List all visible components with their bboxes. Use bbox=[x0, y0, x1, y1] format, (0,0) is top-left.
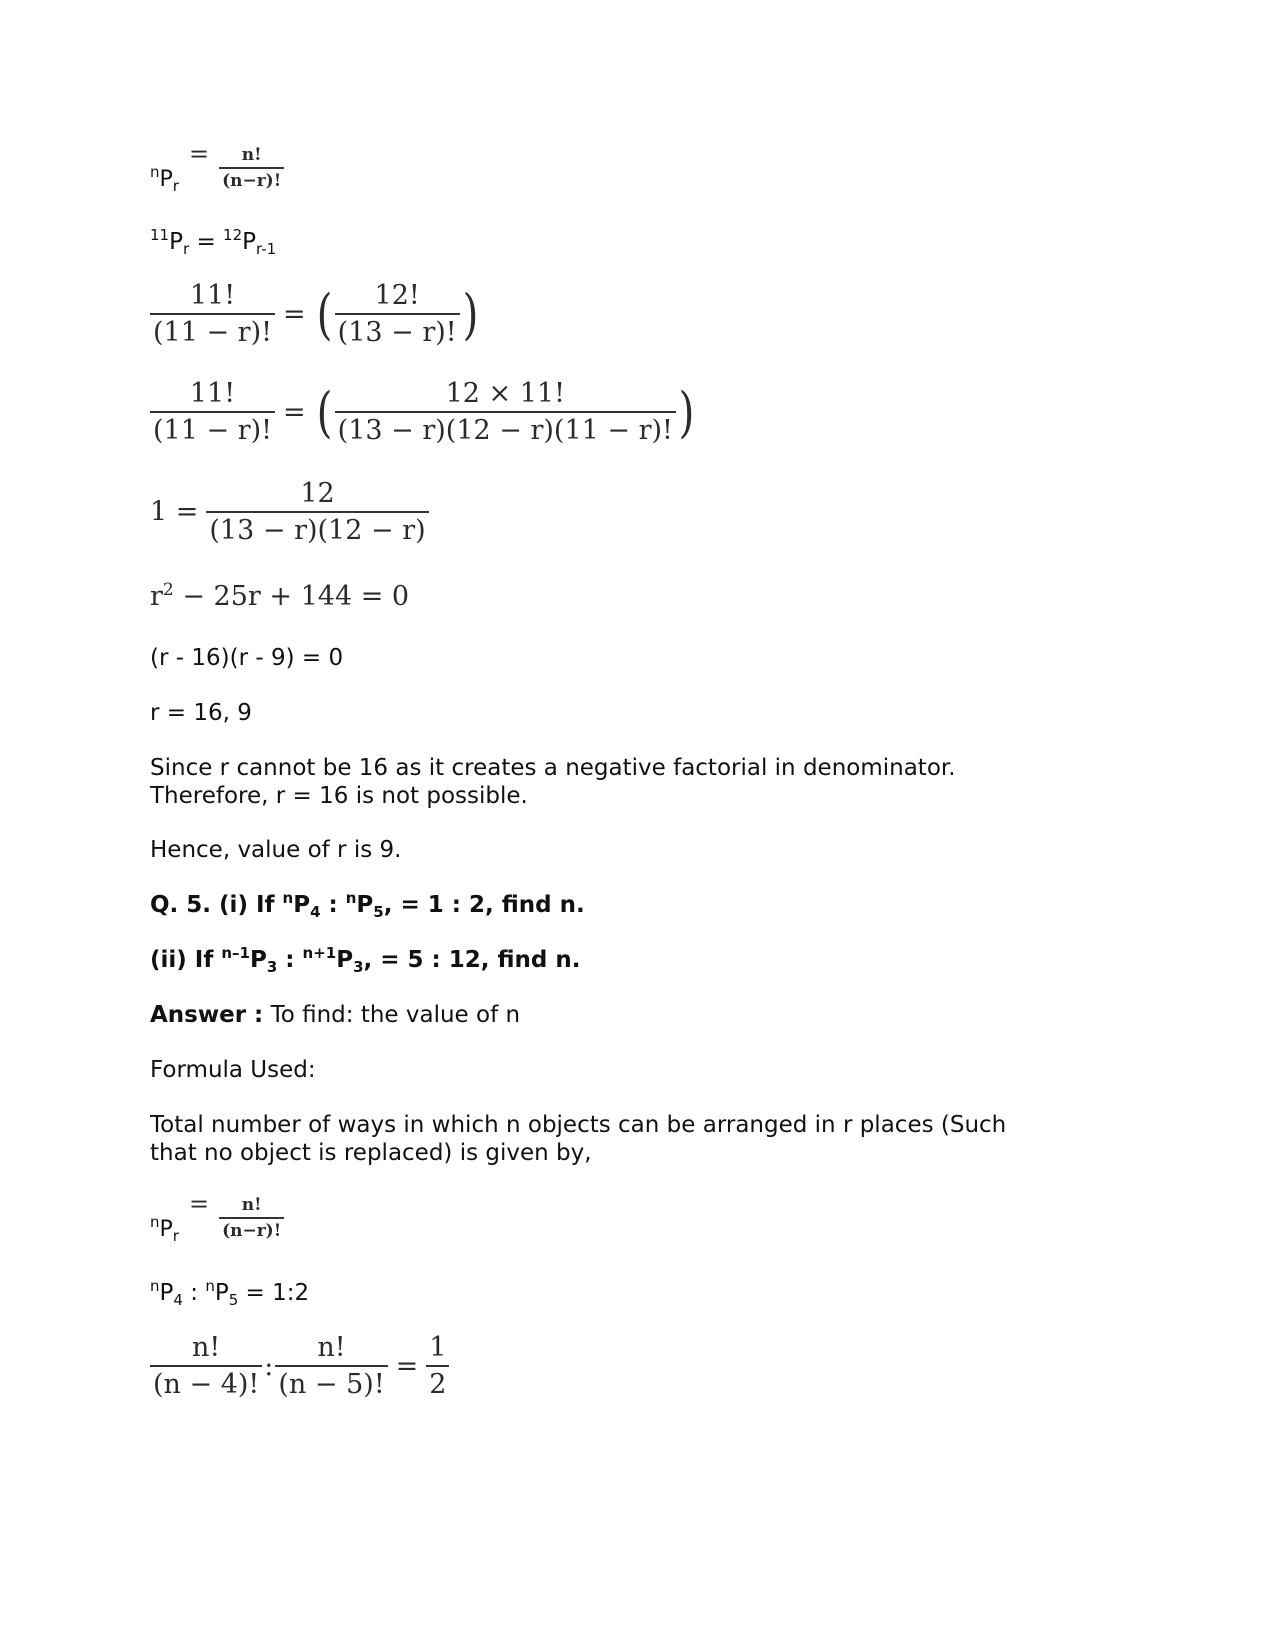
total-ways-paragraph: Total number of ways in which n objects can be arranged in r places (Such that no object is replaced) is given by, bbox=[150, 1112, 1007, 1166]
fraction-left: $\frac{n!}{(n - 4)!}$ bbox=[150, 1332, 262, 1400]
roots-line: r = 16, 9 bbox=[150, 700, 252, 726]
fraction-left: $\frac{11!}{(11 - r)!}$ bbox=[150, 378, 275, 446]
factored-line: (r - 16)(r - 9) = 0 bbox=[150, 645, 344, 671]
ratio-line: $^nP_4$ : $^nP_5$ = 1:2 bbox=[150, 1277, 310, 1309]
equation-2: $\frac{11!}{(11 - r)!}$ = ( $\frac{12 \times 11!}{(13 - r)(12 - r)(11 - r)!}$ ) bbox=[150, 378, 697, 446]
fraction-middle: $\frac{n!}{(n - 5)!}$ bbox=[275, 1332, 387, 1400]
question-5-ii: (ii) If $^{n-1}P_3$ : $^{n+1}P_3$, = 5 : 12, find n. bbox=[150, 944, 581, 976]
fraction-right: $\frac{12!}{(13 - r)!}$ bbox=[335, 280, 460, 348]
question-5-i: Q. 5. (i) If $^nP_4$ : $^nP_5$, = 1 : 2, find n. bbox=[150, 889, 585, 921]
equation-5: $\frac{n!}{(n - 4)!}$ : $\frac{n!}{(n - 5)!}$ = $\frac{1}{2}$ bbox=[150, 1332, 449, 1400]
fraction: $\frac{12}{(13 - r)(12 - r)}$ bbox=[206, 478, 428, 546]
equation-1: $\frac{11!}{(11 - r)!}$ = ( $\frac{12!}{(13 - r)!}$ ) bbox=[150, 280, 481, 348]
answer-label: Answer : bbox=[150, 1002, 264, 1028]
hence-line: Hence, value of r is 9. bbox=[150, 837, 402, 863]
answer-line: Answer : To find: the value of n bbox=[150, 1002, 521, 1028]
fraction-left: $\frac{11!}{(11 - r)!}$ bbox=[150, 280, 275, 348]
fraction-right: $\frac{12 \times 11!}{(13 - r)(12 - r)(11 - r)!}$ bbox=[335, 378, 676, 446]
equation-3: 1 = $\frac{12}{(13 - r)(12 - r)}$ bbox=[150, 478, 429, 546]
equation-4: $r^2 - 25r + 144 = 0$ bbox=[150, 580, 410, 612]
formula-npr-2: $^nP_r=$ $\frac{n!}{(n-r)!}$ bbox=[150, 1190, 284, 1242]
since-paragraph: Since r cannot be 16 as it creates a negative factorial in denominator. Therefore, r = 16 is not possible. bbox=[150, 755, 956, 809]
npr-symbol: $^nP_r$ bbox=[150, 163, 179, 195]
formula-npr-1: $^nP_r=$ $\frac{n!}{(n-r)!}$ bbox=[150, 140, 284, 192]
fraction: $\frac{n!}{(n-r)!}$ bbox=[219, 145, 284, 191]
document-page bbox=[150, 0, 1150, 1651]
npr-symbol: $^nP_r$ bbox=[150, 1213, 179, 1245]
fraction-right: $\frac{1}{2}$ bbox=[426, 1332, 449, 1400]
fraction: $\frac{n!}{(n-r)!}$ bbox=[219, 1195, 284, 1241]
formula-used-line: Formula Used: bbox=[150, 1057, 316, 1083]
perm-equation-line: $^{11}P_r = ^{12}P_{r-1}$ bbox=[150, 226, 277, 258]
